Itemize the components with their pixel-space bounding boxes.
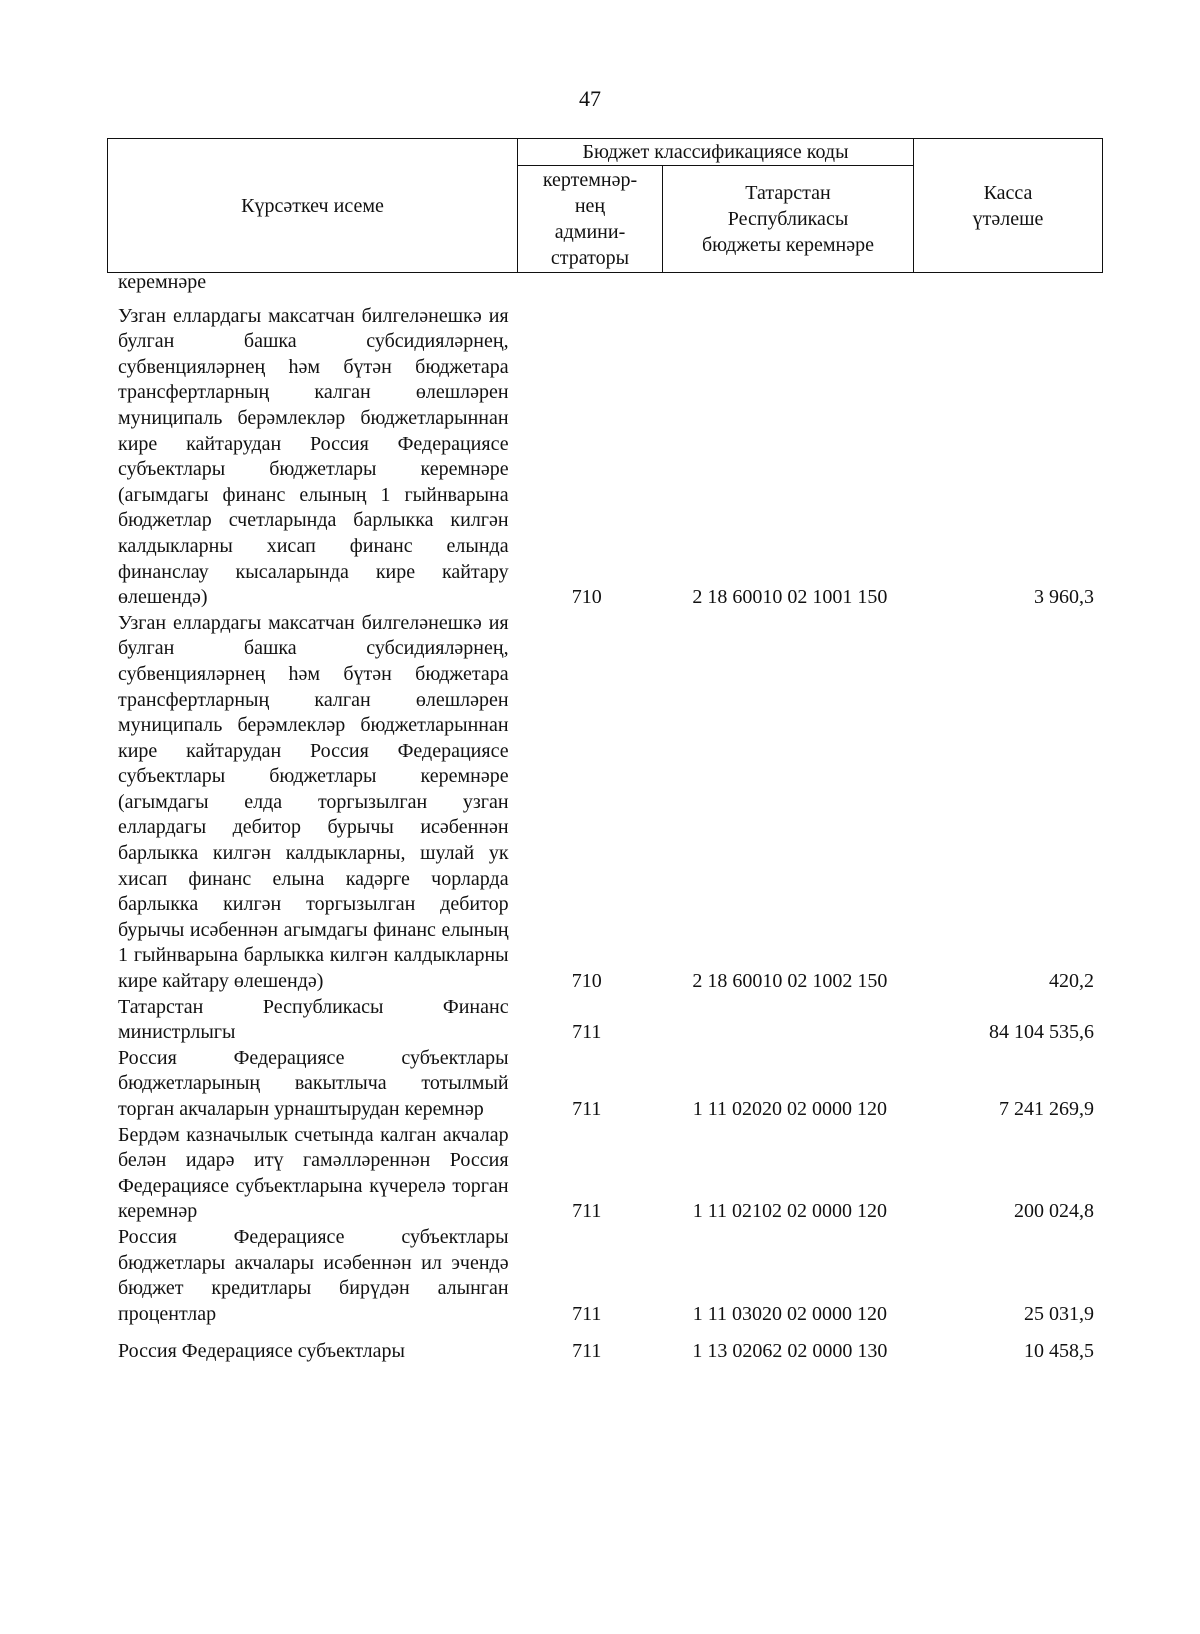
row-admin-code: 711 (572, 1200, 602, 1223)
row-indicator-name: Россия Федерациясе субъектлары бюджетлары акчалары исәбеннән ил эчендә бюджет кредитлары бирүдән алынган процентлар (118, 1225, 509, 1325)
row-cash-amount: 10 458,5 (1024, 1340, 1094, 1363)
row-budget-code: 1 11 02020 02 0000 120 (692, 1098, 888, 1120)
table-row (107, 304, 1102, 611)
header-revenue-line: Республикасы (727, 208, 849, 230)
row-admin-code: 711 (572, 1302, 602, 1325)
header-republic-budget-revenue (663, 166, 914, 273)
table-body (107, 270, 1102, 1365)
row-budget-code: 1 13 02062 02 0000 130 (692, 1340, 888, 1363)
header-revenue-line: Татарстан (745, 182, 831, 204)
row-indicator-name: Узган еллардагы максатчан билгеләнешкә ия булган башка субсидияләрнең, субвенцияләрнең һәм бүтән бюджетара трансфертларның калган өлешләрен муниципаль берәмлекләр бюджетларыннан кире кайтарудан Россия Федерациясе субъектлары бюджетлары керемнәре (агымдагы елда торгызылган узган еллардагы дебитор бурычы исәбеннән барлыкка килгән калдыкларны, шулай ук хисап финанс елына кадәрге чорларда барлыкка килгән торгызылган дебитор бурычы исәбеннән агымдагы финанс елының 1 гыйнварына барлыкка килгән калдыкларны кире кайтару өлешендә) (118, 611, 509, 993)
table-row (107, 1225, 1102, 1327)
table-row (107, 1046, 1102, 1123)
row-admin-code: 711 (572, 1098, 602, 1120)
table-row (107, 1123, 1102, 1225)
header-admin-line: кертемнәр- (542, 169, 638, 191)
row-budget-code: 1 11 03020 02 0000 120 (692, 1302, 888, 1325)
row-cash-amount: 84 104 535,6 (989, 1021, 1094, 1044)
header-cash-line: Касса (983, 181, 1033, 204)
header-admin-line: страторы (550, 247, 630, 269)
row-cash-amount: 200 024,8 (1014, 1200, 1094, 1223)
table-row (107, 611, 1102, 995)
row-indicator-name: Бердәм казначылык счетында калган акчалар белән идарә итү гамәлләреннән Россия Федерациясе субъектларына күчерелә торган керемнәр (118, 1123, 509, 1223)
row-cash-amount: 7 241 269,9 (999, 1098, 1094, 1120)
header-admin-line: админи- (554, 221, 626, 243)
row-cash-amount: 420,2 (1049, 970, 1094, 993)
header-revenue-line: бюджеты керемнәре (702, 234, 874, 256)
header-revenue-administrators (518, 166, 663, 273)
header-cash-line: үтәлеше (972, 207, 1044, 230)
table-row (107, 1339, 1102, 1365)
row-indicator-name: Узган еллардагы максатчан билгеләнешкә ия булган башка субсидияләрнең, субвенцияләрнең һәм бүтән бюджетара трансфертларның калган өлешләрен муниципаль берәмлекләр бюджетларыннан кире кайтарудан Россия Федерациясе субъектлары бюджетлары керемнәре (агымдагы финанс елының 1 гыйнварына бюджетлар счетларында барлыкка килгән калдыкларны хисап финанс елында финанслау кысаларында кире кайтару өлешендә) (118, 304, 509, 609)
header-cash-execution (914, 139, 1103, 273)
row-budget-code: 1 11 02102 02 0000 120 (692, 1200, 888, 1223)
header-indicator-name: Күрсәткеч исеме (108, 139, 518, 273)
row-admin-code: 711 (572, 1340, 602, 1363)
header-admin-line: нең (574, 195, 606, 217)
row-indicator-name: Россия Федерациясе субъектлары (118, 1340, 405, 1363)
continuation-label: керемнәре (118, 271, 207, 293)
row-cash-amount: 25 031,9 (1024, 1302, 1094, 1325)
header-budget-code-group: Бюджет классификациясе коды (518, 139, 914, 166)
row-admin-code: 710 (571, 970, 602, 993)
table-header (107, 138, 1103, 273)
row-admin-code: 711 (572, 1021, 602, 1044)
table-row (107, 995, 1102, 1046)
row-budget-code: 2 18 60010 02 1002 150 (692, 970, 888, 993)
row-indicator-name: Татарстан Республикасы Финанс министрлыгы (118, 995, 509, 1044)
row-indicator-name: Россия Федерациясе субъектлары бюджетларының вакытлыча тотылмый торган акчаларын урнаштырудан керемнәр (118, 1046, 509, 1120)
page-number: 47 (579, 86, 601, 111)
row-admin-code: 710 (571, 586, 602, 609)
row-budget-code: 2 18 60010 02 1001 150 (692, 586, 888, 609)
row-cash-amount: 3 960,3 (1034, 586, 1094, 609)
